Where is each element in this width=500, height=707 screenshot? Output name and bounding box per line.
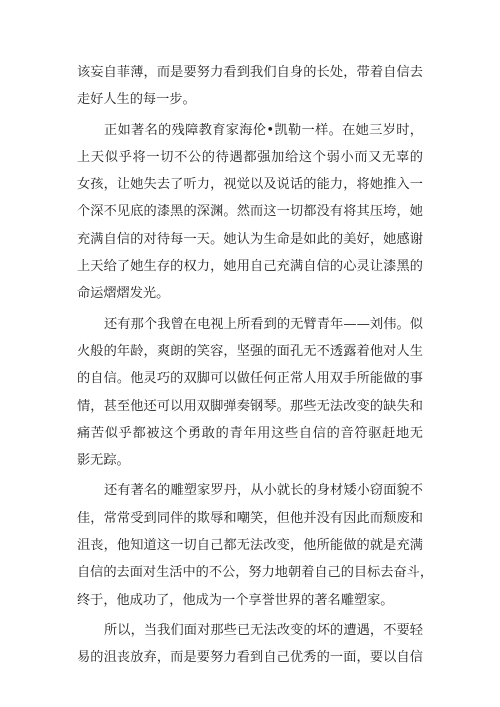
- paragraph-continuation: [77, 59, 423, 114]
- paragraph-helen-keller: [77, 117, 423, 308]
- text-line: 还有著名的雕塑家罗丹，从小就长的身材矮小窃面貌不: [104, 483, 423, 499]
- text-line: 的自信。他灵巧的双脚可以做任何正常人用双手所能做的事: [77, 371, 423, 387]
- text-line: 充满自信的对待每一天。她认为生命是如此的美好，她感谢: [77, 231, 423, 247]
- text-line: 痛苦似乎都被这个勇敢的青年用这些自信的音符驱赶地无: [77, 425, 423, 441]
- text-line: 终于，他成功了，他成为一个享誉世界的著名雕塑家。: [77, 592, 394, 608]
- text-line: 还有那个我曾在电视上所看到的无臂青年——刘伟。似: [104, 316, 423, 332]
- text-line: 女孩，让她失去了听力，视觉以及说话的能力，将她推入一: [77, 177, 423, 193]
- text-line: 走好人生的每一步。: [77, 92, 196, 108]
- text-line: 情，甚至他还可以用双脚弹奏钢琴。那些无法改变的缺失和: [77, 398, 423, 414]
- text-line: 上天给了她生存的权力，她用自己充满自信的心灵让漆黑的: [77, 259, 423, 275]
- text-line: 沮丧，他知道这一切自己都无法改变，他所能做的就是充满: [77, 538, 423, 554]
- paragraph-rodin: [77, 477, 434, 613]
- text-line: 该妄自菲薄，而是要努力看到我们自身的长处，带着自信去: [77, 65, 423, 80]
- text-line: 火般的年龄，爽朗的笑容，坚强的面孔无不透露着他对人生: [77, 343, 423, 359]
- text-line: 影无踪。: [77, 453, 130, 469]
- text-line: 所以，当我们面对那些已无法改变的坏的遭遇，不要轻: [104, 622, 423, 638]
- paragraph-conclusion: [77, 617, 423, 672]
- text-line: 自信的去面对生活中的不公，努力地朝着自己的目标去奋斗，: [77, 565, 434, 581]
- body-text: [77, 59, 434, 672]
- text-line: 易的沮丧放弃，而是要努力看到自己优秀的一面，要以自信: [77, 650, 423, 666]
- text-line: 个深不见底的漆黑的深渊。然而这一切都没有将其压垮，她: [77, 204, 423, 220]
- text-line: 命运熠熠发光。: [77, 286, 170, 302]
- text-line: 上天似乎将一切不公的待遇都强加给这个弱小而又无辜的: [77, 149, 423, 165]
- paragraph-liu-wei: [77, 311, 423, 475]
- text-line: 佳，常常受到同伴的欺辱和嘲笑，但他并没有因此而颓废和: [77, 510, 423, 526]
- text-line: 正如著名的残障教育家海伦•凯勒一样。在她三岁时，: [104, 122, 423, 138]
